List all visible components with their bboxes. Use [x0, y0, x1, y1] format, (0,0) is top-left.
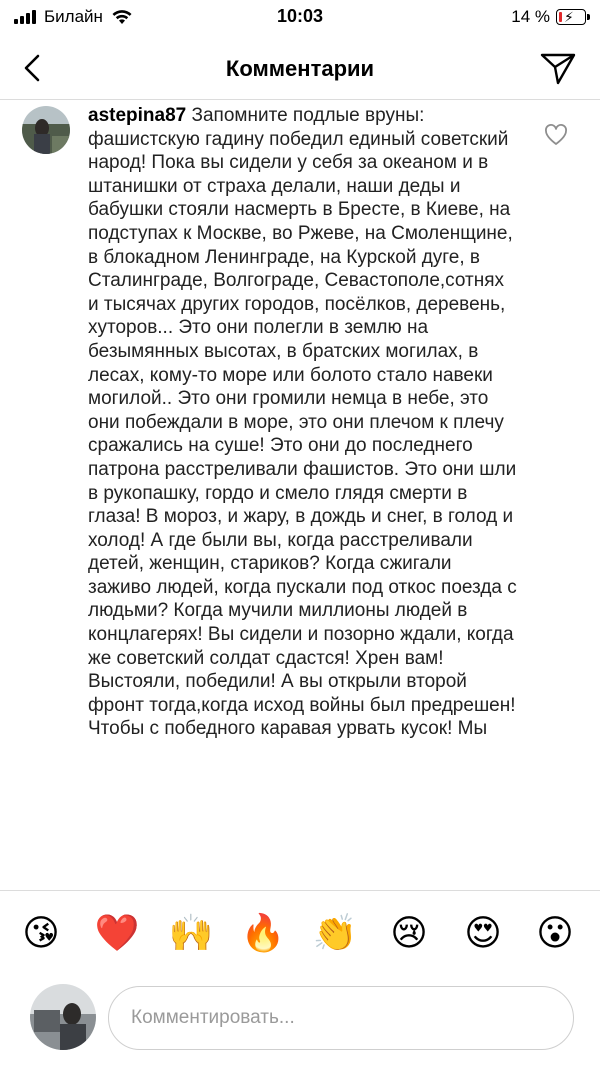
raising-hands-emoji-icon[interactable]: 🙌 — [168, 913, 214, 954]
user-photo-icon — [30, 984, 96, 1050]
battery-percent: 14 % — [511, 7, 550, 26]
header — [0, 36, 600, 100]
like-button[interactable] — [543, 122, 569, 148]
comment-text: Запомните подлые вруны: фашистскую гадину победил единый советский народ! Пока вы сидели у себя за океаном и в штанишки от страха делали, наши деды и бабушки стояли насмерть в Бресте, в Киеве, на подступах к Москве, во Ржеве, на Смоленщине, в блокадном Ленинграде, на Курской дуге, в Сталинграде, Волгограде, Севастополе,сотнях и тысячах других городов, посёлков, деревень, хуторов... Это они полегли в землю на безымянных высотах, в братских могилах, в лесах, кому-то море или болото стало навеки могилой.. Это они громили немца в небе, это они побеждали в море, это они плечом к плечу сражались на суше! Это они до последнего патрона расстреливали фашистов. Это они шли в рукопашку, гордо и смело глядя смерти в глаза! В мороз, и жару, в дождь и снег, в голод и холод! А где были вы, когда расстреливали детей, женщин, стариков? Когда сжигали заживо людей, когда пускали под откос поезда с людьми? Когда мучили миллионы людей в концлагерях! Вы сидели и позорно ждали, когда же советский солдат сдастся! Хрен вам! Выстояли, победили! А вы открыли второй фронт тогда,когда исход войны был предрешен! Чтобы с победного каравая урвать кусок! Мы — [88, 105, 517, 740]
comment-input[interactable] — [108, 986, 574, 1050]
comment-composer — [0, 980, 600, 1066]
emoji-quick-reply-bar — [0, 890, 600, 980]
crying-face-emoji-icon[interactable]: 😢 — [390, 913, 428, 954]
status-bar-right — [511, 7, 586, 27]
status-time: 10:03 — [276, 6, 324, 26]
battery-cap — [587, 14, 590, 20]
status-bar — [0, 0, 600, 36]
battery-level-fill — [559, 12, 562, 22]
current-user-avatar — [30, 984, 96, 1050]
surprised-face-emoji-icon[interactable]: 😮 — [536, 913, 574, 954]
red-heart-emoji-icon[interactable]: ❤️ — [94, 913, 140, 954]
comment-body — [88, 104, 518, 741]
heart-eyes-emoji-icon[interactable]: 😍 — [464, 913, 502, 954]
charging-bolt-icon: ⚡ — [564, 9, 574, 25]
comment-item — [0, 100, 600, 890]
page-title: Комментарии — [225, 56, 375, 81]
user-photo-icon — [22, 106, 70, 154]
heart-outline-icon — [543, 122, 569, 148]
avatar[interactable] — [22, 106, 70, 154]
paper-plane-icon — [538, 48, 578, 88]
share-button[interactable] — [538, 48, 578, 88]
battery-charging-icon — [556, 9, 586, 25]
fire-emoji-icon[interactable]: 🔥 — [240, 913, 286, 954]
carrier-name: Билайн — [44, 7, 103, 26]
comment-username[interactable]: astepina87 — [88, 105, 187, 126]
kissing-heart-emoji-icon[interactable]: 😘 — [22, 913, 60, 954]
clapping-hands-emoji-icon[interactable]: 👏 — [312, 913, 358, 954]
